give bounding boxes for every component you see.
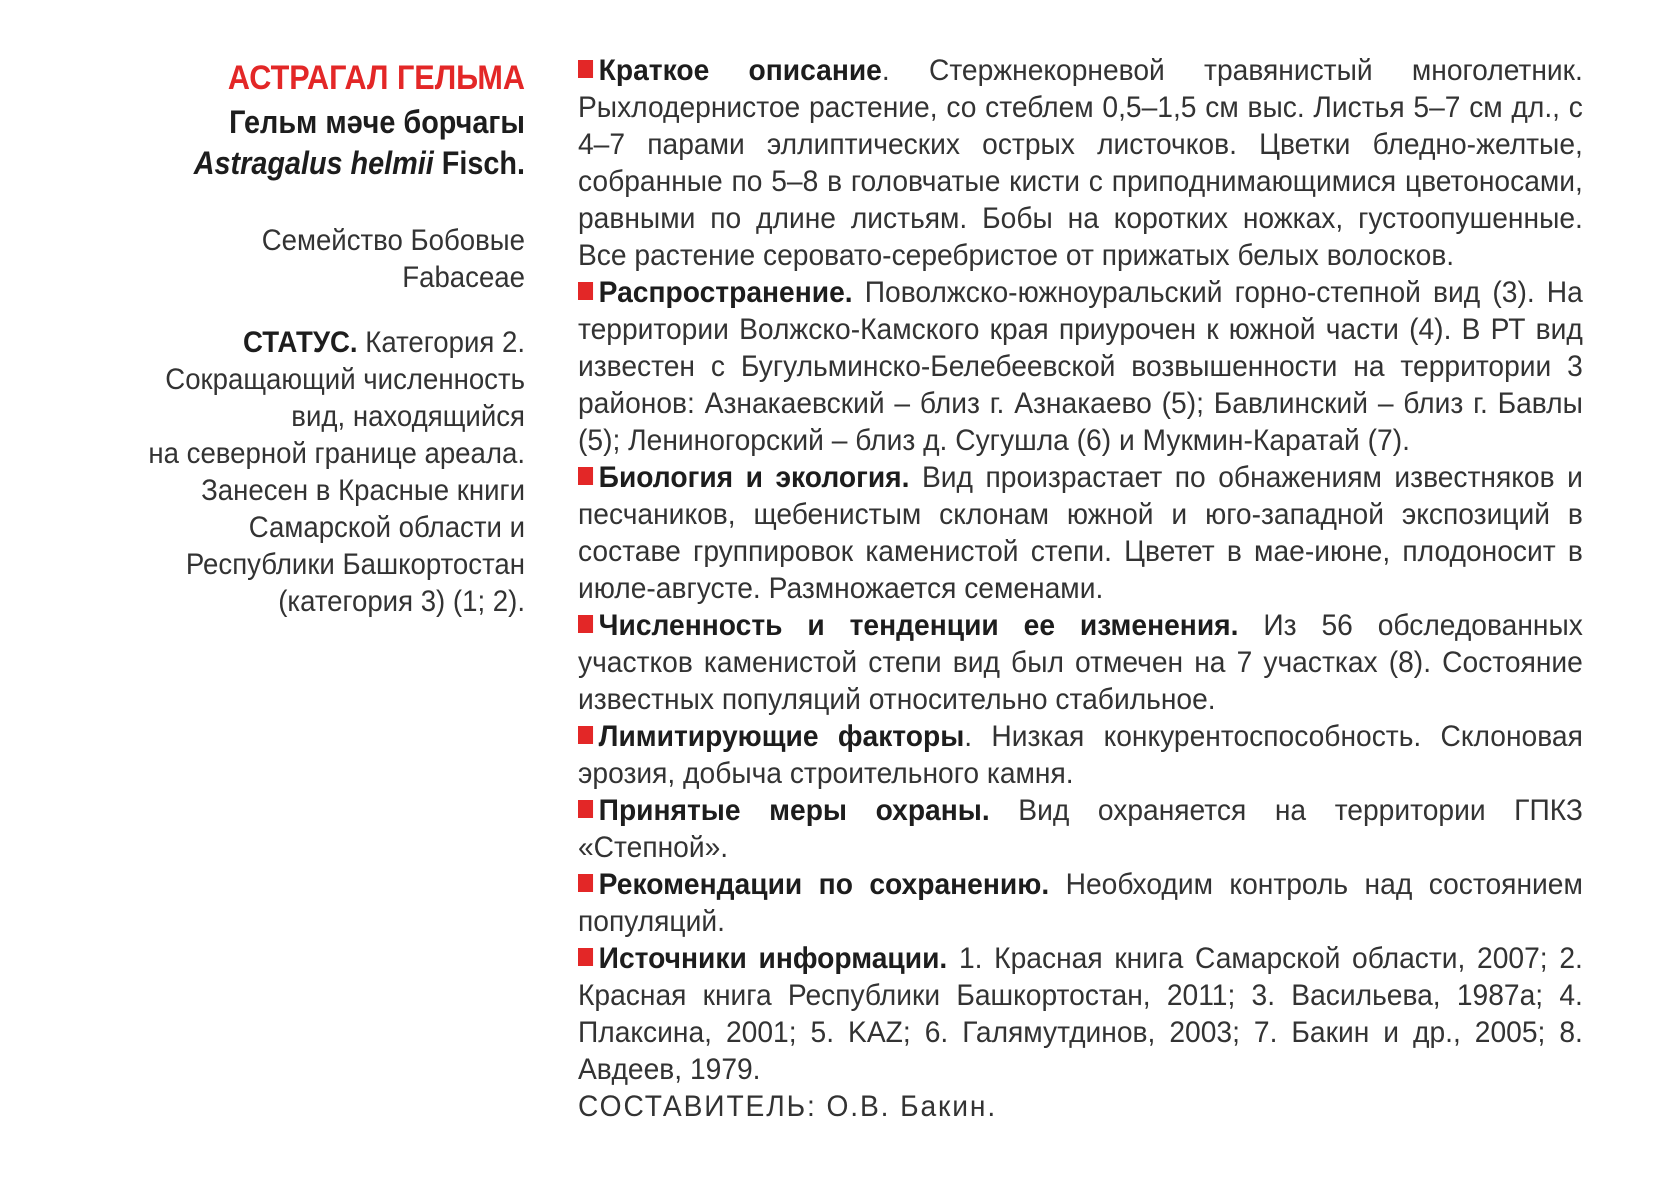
status-line: (категория 3) (1; 2). <box>278 585 525 618</box>
red-square-bullet-icon <box>578 800 593 818</box>
red-square-bullet-icon <box>578 467 593 485</box>
section-text: Вид охраняется на территории ГПКЗ «Степной». <box>578 794 1583 864</box>
section-heading: Численность и тенденции ее изменения. <box>598 609 1239 642</box>
section-heading: Источники информации. <box>598 942 948 975</box>
status-line: Сокращающий численность <box>165 363 525 396</box>
section-text: 1. Красная книга Самарской области, 2007; 2. Красная книга Республики Башкортостан, 2011; 3. Васильева, 1987а; 4. Плаксина, 2001; 5. KAZ; 6. Галямутдинов, 2003; 7. Бакин и др., 2005; 8. Авдеев, 1979. <box>578 942 1583 1086</box>
section-text: Вид произрастает по обнажениям известняков и песчаников, щебенистым склонам южной и юго-западной экспозиций в составе группировок каменистой степи. Цветет в мае-июне, плодоносит в июле-августе. Размножается семенами. <box>578 461 1583 605</box>
species-title-tatar: Гельм мәче борчагы <box>229 104 525 140</box>
section-author <box>578 1088 1583 1125</box>
section-heading: Краткое описание <box>598 54 882 87</box>
red-square-bullet-icon <box>578 282 593 300</box>
latin-binomial: Astragalus helmii <box>193 145 434 181</box>
status-line: Занесен в Красные книги <box>201 474 525 507</box>
author-credit: СОСТАВИТЕЛЬ: О.В. Бакин. <box>578 1090 998 1123</box>
status-category: Категория 2. <box>365 326 525 359</box>
status-line: Республики Башкортостан <box>185 548 525 581</box>
family-latin: Fabaceae <box>402 261 525 294</box>
latin-author: Fisch. <box>441 145 525 181</box>
section-sources <box>578 940 1583 1088</box>
status-line: вид, находящийся <box>291 400 525 433</box>
section-heading: Лимитирующие факторы <box>598 720 965 753</box>
section-text: . Стержнекорневой травянистый многолетник. Рыхлодернистое растение, со стеблем 0,5–1,5 см выс. Листья 5–7 см дл., с 4–7 парами эллиптических острых листочков. Цветки бледно-желтые, собранные по 5–8 в головчатые кисти с приподнимающимися цветоносами, равными по длине листьям. Бобы на коротких ножках, густоопушенные. Все растение серовато-серебристое от прижатых белых волосков. <box>578 54 1583 272</box>
family-block <box>60 222 525 296</box>
description-column <box>578 52 1583 1125</box>
family-russian: Семейство Бобовые <box>261 224 525 257</box>
section-text: Необходим контроль над состоянием популяций. <box>578 868 1583 938</box>
status-label: СТАТУС. <box>243 326 358 359</box>
section-text: Поволжско-южноуральский горно-степной вид (3). На территории Волжско-Камского края приурочен к южной части (4). В РТ вид известен с Бугульминско-Белебеевской возвышенности на территории 3 районов: Азнакаевский – близ г. Азнакаево (5); Бавлинский – близ г. Бавлы (5); Лениногорский – близ д. Сугушла (6) и Мукмин-Каратай (7). <box>578 276 1583 457</box>
status-line <box>97 324 525 361</box>
red-square-bullet-icon <box>578 874 593 892</box>
red-square-bullet-icon <box>578 615 593 633</box>
section-limiting-factors <box>578 718 1583 792</box>
species-latin-name <box>107 144 526 182</box>
section-heading: Биология и экология. <box>598 461 910 494</box>
red-square-bullet-icon <box>578 948 593 966</box>
section-text: Из 56 обследованных участков каменистой степи вид был отмечен на 7 участках (8). Состояние известных популяций относительно стабильное. <box>578 609 1583 716</box>
status-block <box>60 324 525 620</box>
section-description <box>578 52 1583 274</box>
section-protection-measures <box>578 792 1583 866</box>
section-heading: Распространение. <box>598 276 853 309</box>
section-recommendations <box>578 866 1583 940</box>
status-line: на северной границе ареала. <box>148 437 526 470</box>
status-line: Самарской области и <box>248 511 525 544</box>
section-heading: Рекомендации по сохранению. <box>598 868 1050 901</box>
section-text: . Низкая конкурентоспособность. Склоновая эрозия, добыча строительного камня. <box>578 720 1583 790</box>
section-heading: Принятые меры охраны. <box>598 794 990 827</box>
species-header-column <box>60 58 525 620</box>
section-distribution <box>578 274 1583 459</box>
section-biology <box>578 459 1583 607</box>
species-title-russian: АСТРАГАЛ ГЕЛЬМА <box>227 59 525 97</box>
red-square-bullet-icon <box>578 60 593 78</box>
red-square-bullet-icon <box>578 726 593 744</box>
section-population <box>578 607 1583 718</box>
